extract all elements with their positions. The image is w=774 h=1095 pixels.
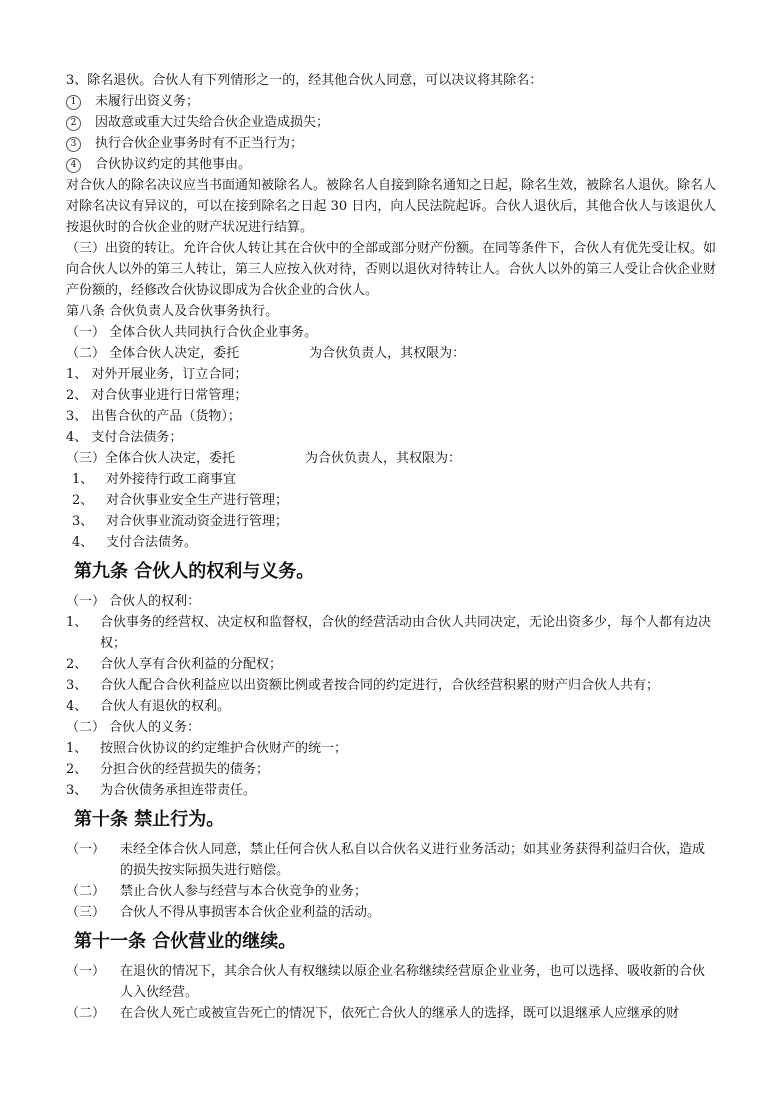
list-item-text: 合伙协议约定的其他事由。	[95, 157, 252, 172]
paragraph: 对合伙人的除名决议应当书面通知被除名人。被除名人自接到除名通知之日起，除名生效，被除名人退伙。除名人对除名决议有异议的，可以在接到除名之日起 30 日内，向人民法院起诉。合伙人退伙后，其他合伙人与该退伙人按退伙时的合伙企业的财产状况进行结算。	[66, 178, 717, 235]
list-item	[66, 612, 716, 654]
list-number: 1、	[66, 741, 88, 756]
subsection-label: （二） 合伙人的义务：	[66, 720, 201, 735]
list-item	[66, 881, 716, 902]
list-item	[66, 469, 716, 490]
list-number: 2、	[66, 762, 88, 777]
circled-number: 1	[66, 95, 81, 110]
intro-line: 3、除名退伙。合伙人有下列情形之一的，经其他合伙人同意，可以决议将其除名：	[66, 73, 543, 88]
list-item	[66, 490, 716, 511]
section-heading: 第十条 禁止行为。	[74, 809, 225, 830]
list-item-text: 合伙人享有合伙利益的分配权；	[100, 657, 283, 672]
list-item: 1、 对外开展业务，订立合同；	[66, 367, 248, 382]
list-item	[66, 780, 716, 801]
list-item: 3、 出售合伙的产品（货物）；	[66, 409, 241, 424]
list-item-text: 禁止合伙人参与经营与本合伙竞争的业务；	[120, 884, 368, 899]
list-item	[66, 902, 716, 923]
list-item	[66, 133, 716, 154]
list-number: 3、	[66, 678, 88, 693]
list-item	[66, 154, 716, 175]
clause	[66, 448, 716, 469]
list-number: 2、	[66, 657, 88, 672]
list-number: 4、	[72, 535, 94, 550]
list-number: 3、	[66, 783, 88, 798]
list-item	[66, 738, 716, 759]
list-item	[66, 112, 716, 133]
circled-number: 3	[66, 137, 81, 152]
list-number: （三）	[66, 905, 106, 920]
list-item-text: 对合伙事业流动资金进行管理；	[106, 514, 289, 529]
circled-number: 2	[66, 116, 81, 131]
subsection-label: （一） 合伙人的权利：	[66, 594, 201, 609]
list-item	[66, 511, 716, 532]
section-heading: 第九条 合伙人的权利与义务。	[74, 561, 315, 582]
list-item-text: 支付合法债务。	[106, 535, 198, 550]
list-item: 2、 对合伙事业进行日常管理；	[66, 388, 248, 403]
list-number: （一）	[66, 964, 106, 979]
list-item-text: 对外接待行政工商事宜	[106, 472, 237, 487]
list-number: （一）	[66, 842, 106, 857]
clause	[66, 343, 716, 364]
list-item-text: 合伙人配合合伙利益应以出资额比例或者按合同的约定进行，合伙经营积累的财产归合伙人共有；	[100, 678, 660, 693]
circled-number: 4	[66, 158, 81, 173]
list-number: 4、	[66, 699, 88, 714]
list-item-text: 未经全体合伙人同意，禁止任何合伙人私自以合伙名义进行业务活动；如其业务获得利益归合伙，造成的损失按实际损失进行赔偿。	[120, 842, 706, 878]
list-number: （二）	[66, 884, 106, 899]
list-item-text: 合伙人不得从事损害本合伙企业利益的活动。	[120, 905, 381, 920]
list-item-text: 分担合伙的经营损失的债务；	[100, 762, 270, 777]
list-item	[66, 91, 716, 112]
list-item-text: 未履行出资义务；	[95, 94, 200, 109]
list-item	[66, 654, 716, 675]
list-number: 3、	[72, 514, 94, 529]
clause-text: （三）全体合伙人决定，委托	[66, 451, 236, 466]
list-number: 2、	[72, 493, 94, 508]
article-title: 第八条 合伙负责人及合伙事务执行。	[66, 304, 279, 319]
list-item	[66, 696, 716, 717]
list-number: 1、	[66, 615, 88, 630]
list-item	[66, 839, 716, 881]
list-item: 4、 支付合法债务；	[66, 430, 183, 445]
list-item-text: 合伙人有退伙的权利。	[100, 699, 231, 714]
clause-text: 为合伙负责人，其权限为：	[309, 346, 466, 361]
list-item-text: 合伙事务的经营权、决定权和监督权，合伙的经营活动由合伙人共同决定，无论出资多少，每个人都有边决权；	[100, 615, 712, 651]
list-item-text: 执行合伙企业事务时有不正当行为；	[95, 136, 304, 151]
list-item-text: 对合伙事业安全生产进行管理；	[106, 493, 289, 508]
list-item	[66, 532, 716, 553]
paragraph: （三）出资的转让。允许合伙人转让其在合伙中的全部或部分财产份额。在同等条件下，合伙人有优先受让权。如向合伙人以外的第三人转让，第三人应按入伙对待，否则以退伙对待转让人。合伙人以外的第三人受让合伙企业财产份额的，经修改合伙协议即成为合伙企业的合伙人。	[66, 241, 717, 298]
list-item-text: 按照合伙协议的约定维护合伙财产的统一；	[100, 741, 348, 756]
list-number: 1、	[72, 472, 94, 487]
list-item-text: 为合伙债务承担连带责任。	[100, 783, 257, 798]
list-number: （二）	[66, 1006, 106, 1021]
list-item-text: 在合伙人死亡或被宣告死亡的情况下，依死亡合伙人的继承人的选择，既可以退继承人应继承的财	[120, 1006, 680, 1021]
list-item-text: 在退伙的情况下，其余合伙人有权继续以原企业名称继续经营原企业业务，也可以选择、吸收新的合伙人入伙经营。	[120, 964, 706, 1000]
clause-text: （二） 全体合伙人决定，委托	[66, 346, 240, 361]
list-item	[66, 961, 716, 1003]
clause-text: 为合伙负责人，其权限为：	[305, 451, 462, 466]
section-heading: 第十一条 合伙营业的继续。	[74, 931, 297, 952]
document-page	[66, 70, 716, 1024]
list-item-text: 因故意或重大过失给合伙企业造成损失；	[95, 115, 330, 130]
list-item	[66, 1003, 716, 1024]
list-item	[66, 759, 716, 780]
list-item	[66, 675, 716, 696]
clause: （一） 全体合伙人共同执行合伙企业事务。	[66, 325, 318, 340]
